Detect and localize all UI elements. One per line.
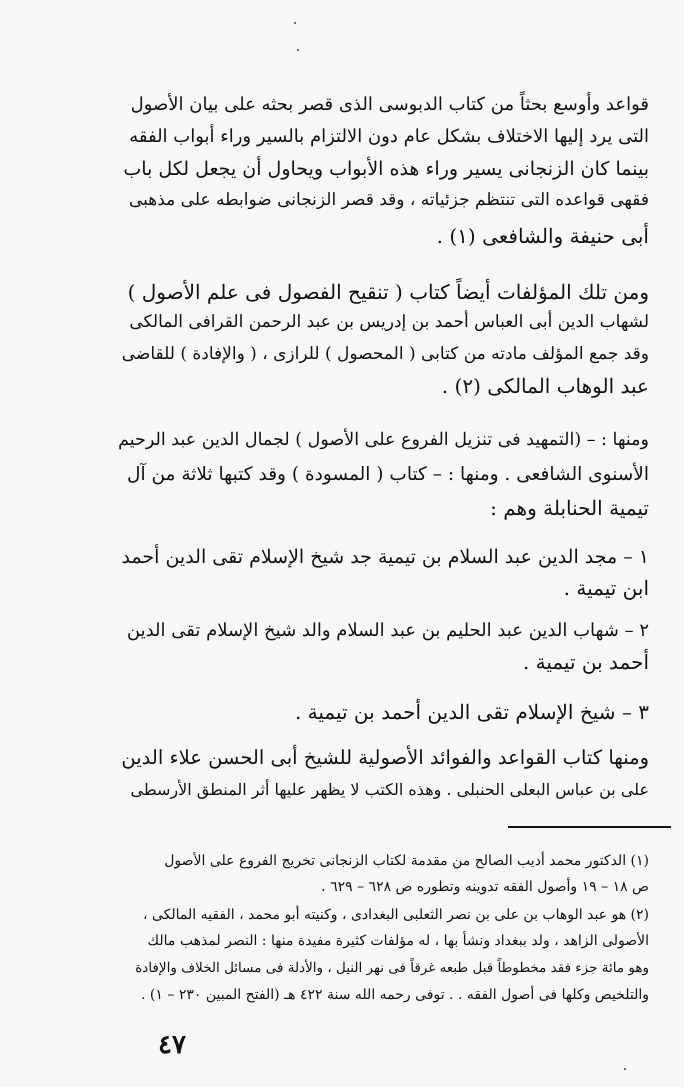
footnote-line: والتلخيص وكلها فى أصول الفقه . . توفى رحمه الله سنة ٤٢٢ هـ (الفتح المبين ٢٣٠ – ١) .: [141, 987, 649, 1003]
list-item-line: ١ – مجد الدين عبد السلام بن تيمية جد شيخ الإسلام تقى الدين أحمد: [121, 546, 649, 568]
body-line: عبد الوهاب المالكى (٢) .: [441, 374, 649, 398]
footnote-line: الأصولى الزاهد ، ولد ببغداد ونشأ بها ، له مؤلفات كثيرة مفيدة منها : النصر لمذهب مالك: [147, 933, 649, 949]
body-line: أبى حنيفة والشافعى (١) .: [436, 224, 649, 248]
body-line: لشهاب الدين أبى العباس أحمد بن إدريس بن عبد الرحمن القرافى المالكى: [129, 312, 649, 332]
body-line: فقهى قواعده التى تنتظم جزئياته ، وقد قصر الزنجانى ضوابطه على مذهبى: [128, 190, 649, 210]
body-line: ومنها كتاب القواعد والفوائد الأصولية للشيخ أبى الحسن علاء الدين: [121, 746, 649, 769]
body-line: قواعد وأوسع بحثاً من كتاب الدبوسى الذى قصر بحثه على بيان الأصول: [130, 94, 649, 115]
body-line: بينما كان الزنجانى يسير وراء هذه الأبواب ويحاول أن يجعل لكل باب: [123, 158, 649, 180]
footnote-separator: [508, 826, 671, 828]
footnote-line: (١) الدكتور محمد أديب الصالح من مقدمة لكتاب الزنجانى تخريج الفروع على الأصول: [164, 853, 649, 869]
body-line: الأسنوى الشافعى . ومنها : – كتاب ( المسودة ) وقد كتبها ثلاثة من آل: [127, 464, 649, 485]
body-line: تيمية الحنابلة وهم :: [490, 496, 649, 520]
scan-speck: [624, 1068, 626, 1070]
list-item-line: أحمد بن تيمية .: [522, 650, 649, 674]
footnote-line: وهو مائة جزء فقد مخطوطاً قبل طبعه غرقاً فى نهر النيل ، والأدلة فى مسائل الخلاف والإفادة: [135, 960, 649, 976]
scan-speck: [294, 22, 296, 24]
body-line: ومنها : – (التمهيد فى تنزيل الفروع على الأصول ) لجمال الدين عبد الرحيم: [118, 430, 649, 450]
list-item-line: ابن تيمية .: [563, 576, 649, 600]
footnote-line: (٢) هو عبد الوهاب بن على بن نصر الثعلبى البغدادى ، وكنيته أبو محمد ، الفقيه المالكى ،: [142, 907, 649, 923]
footnote-line: ص ١٨ – ١٩ وأصول الفقه تدوينه وتطوره ص ٦٢٨ – ٦٢٩ .: [321, 879, 649, 895]
list-item-line: ٢ – شهاب الدين عبد الحليم بن عبد السلام والد شيخ الإسلام تقى الدين: [126, 620, 649, 641]
body-line: التى يرد إليها الاختلاف بشكل عام دون الالتزام بالسير وراء أبواب الفقه: [129, 126, 649, 147]
body-line: على بن عباس البعلى الحنبلى . وهذه الكتب لا يظهر عليها أثر المنطق الأرسطى: [130, 780, 649, 799]
body-line: ومن تلك المؤلفات أيضاً كتاب ( تنقيح الفصول فى علم الأصول ): [127, 280, 649, 304]
body-line: وقد جمع المؤلف مادته من كتابى ( المحصول ) للرازى ، ( والإفادة ) للقاضى: [121, 344, 649, 364]
scan-speck: [297, 49, 299, 51]
page-number: ٤٧: [158, 1030, 186, 1060]
list-item-line: ٣ – شيخ الإسلام تقى الدين أحمد بن تيمية .: [294, 700, 649, 724]
